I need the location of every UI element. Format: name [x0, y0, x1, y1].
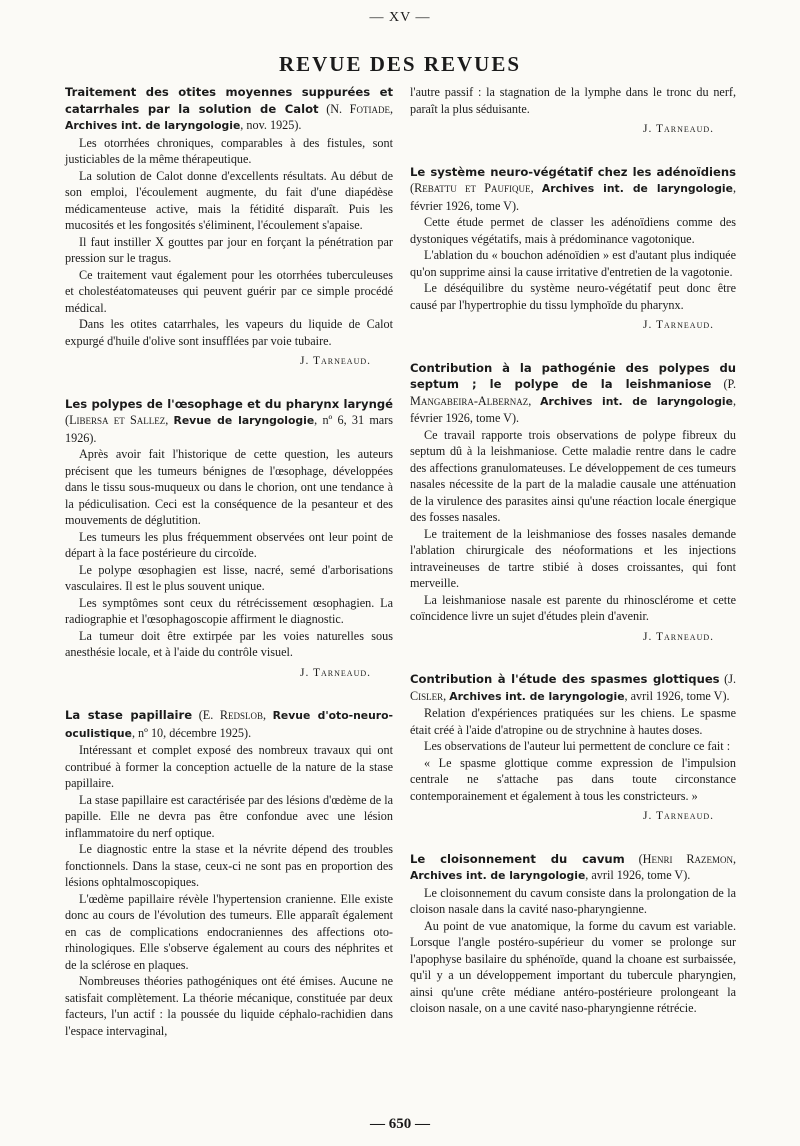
paragraph: Nombreuses théories pathogéniques ont été émises. Aucune ne satisfait complètement. La théorie mécanique, constituée par deux facteurs, l'un actif : la poussée du liquide céphalo-rachidien dans l'espace intervaginal,	[65, 974, 393, 1038]
right-column	[410, 84, 736, 1043]
paragraph: Dans les otites catarrhales, les vapeurs du liquide de Calot expurgé d'huile d'olive sont insufflées par voie tubaire.	[65, 317, 393, 348]
article-cloisonnement-cavum	[410, 851, 736, 1017]
article-journal: Archives int. de laryngologie	[410, 869, 586, 882]
article-author: N. Fotiade	[330, 101, 390, 116]
section-title: REVUE DES REVUES	[278, 52, 522, 76]
article-journal: Archives int. de laryngologie	[449, 689, 625, 703]
left-column	[65, 84, 393, 1065]
article-stase-papillaire	[65, 707, 393, 1039]
article-heading: Contribution à l'étude des spasmes glottiques (J. Cisler, Archives int. de laryngologie, avril 1926, tome V).	[410, 672, 737, 703]
article-journal: Revue de laryngologie	[173, 414, 315, 427]
article-date: février 1926, tome V	[410, 198, 512, 213]
paragraph: Le diagnostic entre la stase et la névrite dépend des troubles fonctionnels. Dans la stase, ceux-ci ne sont pas en proportion des lésions ophtalmoscopiques.	[65, 842, 393, 889]
article-heading: La stase papillaire (E. Redslob, Revue d'oto-neuro-oculistique, nº 10, décembre 1925).	[65, 708, 394, 740]
paragraph: La leishmaniose nasale est parente du rhinosclérome et cette coïncidence livre un sujet d'études plein d'avenir.	[410, 592, 736, 623]
article-date: avril 1926, tome V	[630, 688, 723, 703]
paragraph: L'ablation du « bouchon adénoïdien » est d'autant plus indiquée qu'on supprime ainsi la cause irritative d'entretien de la vagotonie.	[410, 248, 736, 279]
article-date: nº 6, 31 mars 1926	[65, 413, 394, 445]
article-heading: Le cloisonnement du cavum (Henri Razemon, Archives int. de laryngologie, avril 1926, tome V).	[410, 851, 736, 882]
signature: J. Tarneaud.	[642, 319, 714, 331]
signature: J. Tarneaud.	[642, 630, 714, 643]
paragraph: Les otorrhées chroniques, comparables à des fistules, sont justiciables de la même thérapeutique.	[65, 135, 393, 166]
article-title: Le système neuro-végétatif chez les adénoïdiens	[410, 164, 736, 179]
article-journal: Archives int. de laryngologie	[541, 182, 733, 195]
paragraph: L'œdème papillaire révèle l'hypertension cranienne. Elle existe donc au cours de l'évolution des tumeurs. Elle apparaît également en cas de complications endocraniennes des affections oto-rhinologiques. Elle s'observe également au cours des néphrites et de la sclérose en plaques.	[65, 891, 393, 972]
paragraph: Les symptômes sont ceux du rétrécissement œsophagien. La radiographie et l'œsophagoscopie affirment le diagnostic.	[65, 595, 393, 626]
paragraph: Intéressant et complet exposé des nombreux travaux qui ont contribué à former la conception actuelle de la nature de la stase papillaire.	[65, 743, 393, 790]
article-neuro-vegetatif	[410, 164, 736, 334]
article-heading: Le système neuro-végétatif chez les adénoïdiens (Rebattu et Paufique, Archives int. de laryngologie, février 1926, tome V).	[410, 164, 736, 213]
continuation-text: l'autre passif : la stagnation de la lymphe dans le tronc du nerf, paraît la plus séduisante.	[410, 85, 736, 116]
paragraph: Ce travail rapporte trois observations de polype fibreux du septum dû à la leishmaniose. Cette maladie rentre dans le cadre des affections granulomateuses. Le développement de ces tumeurs nasales nécessite de la part de la maladie causale une atténuation de la virulence des parasites ainsi qu'une réaction locale énergique des fosses nasales.	[410, 427, 736, 524]
paragraph: La stase papillaire est caractérisée par des lésions d'œdème de la papille. Elle ne devra pas être confondue avec une lésion inflammatoire du nerf optique.	[65, 792, 393, 840]
paragraph: La tumeur doit être extirpée par les voies naturelles sous anesthésie locale, et à l'aide du contrôle visuel.	[65, 628, 393, 659]
article-title: Contribution à la pathogénie des polypes du septum ; le polype de la leishmaniose	[410, 360, 736, 391]
paragraph: Cette étude permet de classer les adénoïdiens comme des dystoniques végétatifs, mais à prédominance vagotonique.	[410, 215, 736, 246]
paragraph: Ce traitement vaut également pour les otorrhées tuberculeuses et cholestéatomateuses qui peuvent guérir par ce simple procédé médical.	[65, 267, 393, 315]
article-author: P. Mangabeira-Albernaz	[410, 377, 737, 408]
article-author: Libersa et Sallez	[69, 413, 166, 427]
article-title: La stase papillaire	[65, 708, 193, 722]
article-author: E. Redslob	[202, 708, 263, 722]
paragraph: Relation d'expériences pratiquées sur les chiens. Le spasme était créé à l'aide d'atropine ou de strychnine à hautes doses.	[410, 706, 736, 737]
article-date: nov. 1925	[246, 118, 295, 132]
paragraph: Le cloisonnement du cavum consiste dans la prolongation de la cloison nasale dans la cavité naso-pharyngienne.	[410, 885, 736, 916]
paragraph: Le déséquilibre du système neuro-végétatif peut donc être causé par l'hypertrophie du tissu lymphoïde du pharynx.	[410, 281, 736, 312]
paragraph: Les tumeurs les plus fréquemment observées ont leur point de départ à la face postérieure du circoïde.	[65, 529, 393, 560]
paragraph: Après avoir fait l'historique de cette question, les auteurs précisent que les tumeurs bénignes de l'œsophage, développées dans le tissu sous-muqueux ou dans le chorion, ont une tendance à la pédiculisation. Ceci est la conséquence de la pesanteur et des mouvements de déglutition.	[65, 447, 393, 527]
page-header: — XV —	[369, 10, 431, 25]
paragraph: Au point de vue anatomique, la forme du cavum est variable. Lorsque l'angle postéro-supérieur du vomer se prolonge sur l'apophyse basilaire du sphénoïde, quand la choane est surbaissée, qu'il y a un développement important du tubercule pharyngien, ainsi qu'une crête médiane antéro-postérieure prolongeant la cloison nasale, on a une cavité naso-pharyngienne rétrécie.	[410, 918, 736, 1015]
paragraph: « Le spasme glottique comme expression de l'impulsion centrale ne s'attache pas dans toute circonstance contemporainement et également à tous les constricteurs. »	[410, 755, 736, 803]
article-heading: Traitement des otites moyennes suppurées et catarrhales par la solution de Calot (N. Fotiade, Archives int. de laryngologie, nov. 1925).	[65, 85, 393, 132]
article-heading: Contribution à la pathogénie des polypes du septum ; le polype de la leishmaniose (P. Mangabeira-Albernaz, Archives int. de laryngologie, février 1926, tome V).	[410, 360, 737, 425]
article-date: nº 10, décembre 1925	[138, 725, 245, 740]
paragraph: Le polype œsophagien est lisse, nacré, semé d'arborisations vasculaires. Il est le plus souvent unique.	[65, 562, 393, 593]
article-date: février 1926, tome V	[410, 411, 512, 425]
article-spasmes-glottiques	[410, 671, 736, 825]
signature: J. Tarneaud.	[642, 123, 714, 135]
signature: J. Tarneaud.	[299, 666, 371, 679]
article-leishmaniose	[410, 360, 736, 646]
article-journal: Archives int. de laryngologie	[65, 119, 241, 132]
article-title: Le cloisonnement du cavum	[410, 851, 625, 866]
paragraph: La solution de Calot donne d'excellents résultats. Au début de son emploi, l'écoulement augmente, du fait d'une diapédèse médicamenteuse active, mais la fétidité disparaît. Puis les mucosités et les fongosités s'éliminent, l'écoulement s'apaise.	[65, 168, 393, 232]
article-title: Traitement des otites moyennes suppurées et catarrhales par la solution de Calot	[65, 85, 393, 116]
page-number: — 650 —	[370, 1116, 430, 1132]
article-journal: Archives int. de laryngologie	[540, 394, 733, 408]
paragraph: Le traitement de la leishmaniose des fosses nasales demande l'ablation chirurgicale des néoformations et les injections intraveineuses de tartre stibié à doses croissantes, qui font merveille.	[410, 526, 736, 590]
paragraph: Les observations de l'auteur lui permettent de conclure ce fait :	[424, 739, 731, 753]
article-author: Henri Razemon	[642, 851, 733, 866]
article-journal: Revue d'oto-neuro-oculistique	[65, 709, 394, 740]
signature: J. Tarneaud.	[642, 810, 714, 822]
signature: J. Tarneaud.	[299, 355, 371, 367]
article-author: J. Cisler	[410, 672, 737, 703]
article-heading: Les polypes de l'œsophage et du pharynx laryngé (Libersa et Sallez, Revue de laryngologie, nº 6, 31 mars 1926).	[65, 396, 394, 445]
article-title: Contribution à l'étude des spasmes glottiques	[410, 672, 720, 686]
article-title: Les polypes de l'œsophage et du pharynx laryngé	[65, 396, 393, 411]
article-continuation	[410, 84, 736, 138]
paragraph: Il faut instiller X gouttes par jour en forçant la pénétration par pression sur le tragus.	[65, 234, 393, 265]
article-polypes-oesophage	[65, 396, 393, 682]
article-otites	[65, 84, 393, 370]
article-author: Rebattu et Paufique	[414, 181, 531, 195]
article-date: avril 1926, tome V	[591, 868, 684, 882]
